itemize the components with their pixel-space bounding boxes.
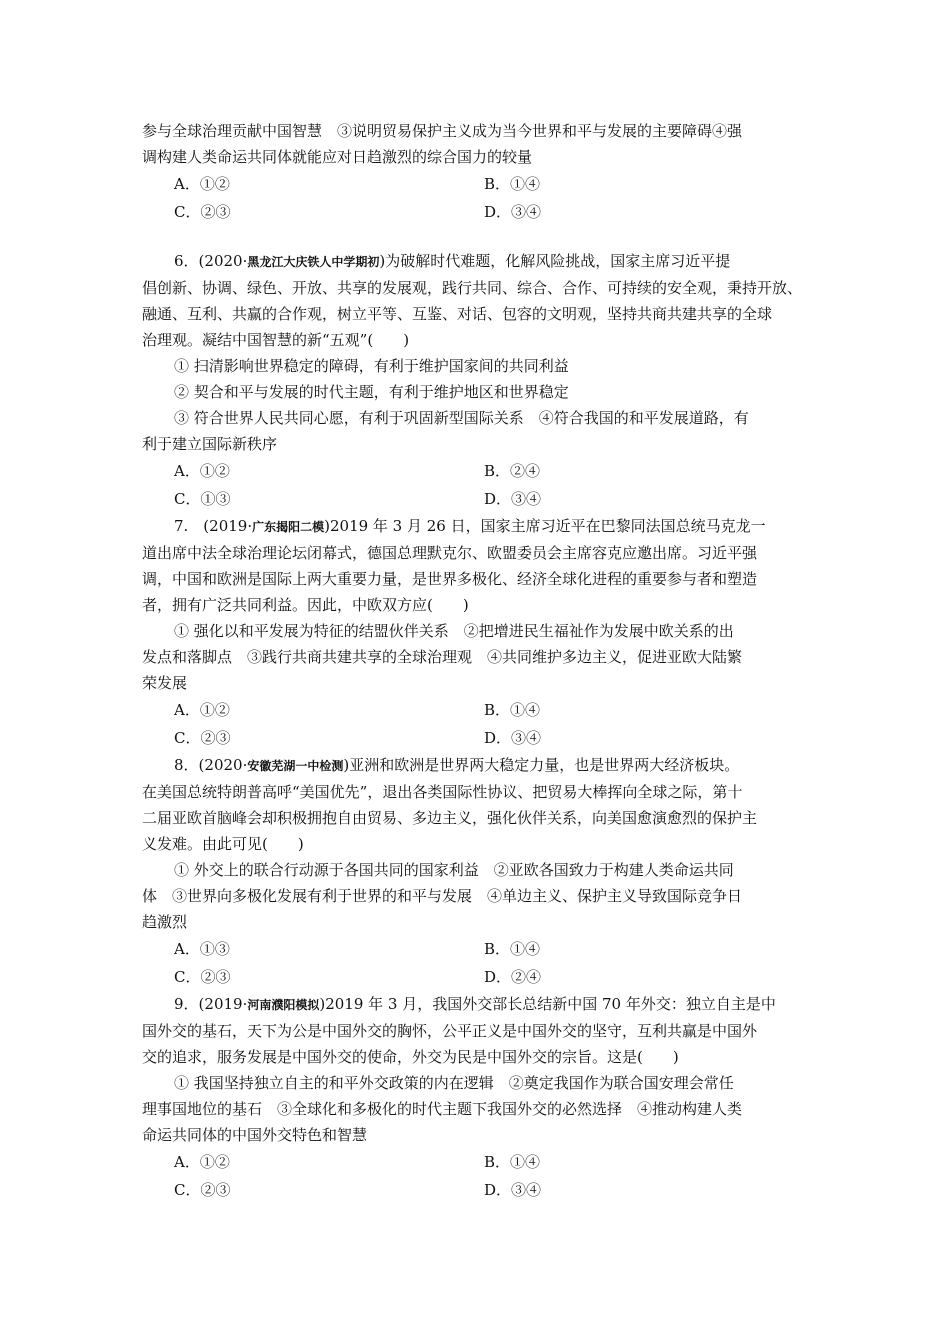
option-d: D．②④ — [484, 968, 542, 986]
text-line: 在美国总统特朗普高呼“美国优先”，退出各类国际性协议、把贸易大棒挥向全球之际，第十 — [142, 783, 743, 801]
statement-continuation: 发点和落脚点 ③践行共商共建共享的全球治理观 ④共同维护多边主义，促进亚欧大陆繁 — [142, 648, 743, 666]
text-line: 义发难。由此可见( ) — [142, 835, 304, 853]
option-a: A．①② — [174, 1153, 230, 1171]
question-stem-start: )2019 年 3 月，我国外交部长总结新中国 70 年外交：独立自主是中 — [319, 995, 776, 1013]
options-row — [142, 724, 812, 752]
options-row — [142, 1148, 812, 1176]
option-b: B．①④ — [484, 940, 541, 958]
options-row — [142, 485, 812, 513]
text-line: 治理观。凝结中国智慧的新“五观”( ) — [142, 331, 410, 349]
option-c: C．①③ — [174, 490, 231, 508]
option-b: B．①④ — [484, 1153, 541, 1171]
text-line: 交的追求，服务发展是中国外交的使命，外交为民是中国外交的宗旨。这是( ) — [142, 1048, 679, 1066]
options-row — [142, 963, 812, 991]
text-line: 调构建人类命运共同体就能应对日趋激烈的综合国力的较量 — [142, 148, 533, 166]
text-line: 参与全球治理贡献中国智慧 ③说明贸易保护主义成为当今世界和平与发展的主要障碍④强 — [142, 122, 743, 140]
question-stem-start: )为破解时代难题，化解风险挑战，国家主席习近平提 — [379, 252, 731, 270]
option-c: C．②③ — [174, 729, 231, 747]
option-a: A．①② — [174, 175, 230, 193]
option-a: A．①② — [174, 701, 230, 719]
statement-continuation: 体 ③世界向多极化发展有利于世界的和平与发展 ④单边主义、保护主义导致国际竞争日 — [142, 887, 743, 905]
option-c: C．②③ — [174, 203, 231, 221]
options-row — [142, 1176, 812, 1204]
text-line: 倡创新、协调、绿色、开放、共享的发展观，践行共同、综合、合作、可持续的安全观，秉持开放、 — [142, 279, 803, 297]
option-a: A．①② — [174, 462, 230, 480]
question-stem-start: )2019 年 3 月 26 日，国家主席习近平在巴黎同法国总统马克龙一 — [324, 517, 766, 535]
statement: ① 强化以和平发展为特征的结盟伙伴关系 ②把增进民生福祉作为发展中欧关系的出 — [174, 622, 734, 640]
question-8 — [142, 752, 812, 991]
document-content — [142, 118, 812, 1204]
question-6 — [142, 248, 812, 513]
statement: ① 我国坚持独立自主的和平外交政策的内在逻辑 ②奠定我国作为联合国安理会常任 — [174, 1074, 734, 1092]
question-number: 7. (2019· — [174, 517, 253, 535]
option-b: B．①④ — [484, 701, 541, 719]
option-d: D．③④ — [484, 203, 542, 221]
statement: ① 扫清影响世界稳定的障碍，有利于维护国家间的共同利益 — [174, 357, 569, 375]
options-row — [142, 198, 812, 226]
question-source: 河南濮阳模拟 — [247, 998, 320, 1012]
option-a: A．①③ — [174, 940, 230, 958]
question-source: 黑龙江大庆铁人中学期初 — [247, 255, 380, 269]
options-row — [142, 935, 812, 963]
text-line: 者，拥有广泛共同利益。因此，中欧双方应( ) — [142, 596, 469, 614]
option-d: D．③④ — [484, 729, 542, 747]
question-stem-first-line — [142, 991, 812, 1018]
text-line: 道出席中法全球治理论坛闭幕式，德国总理默克尔、欧盟委员会主席容克应邀出席。习近平强 — [142, 544, 758, 562]
question-number: 8．(2020· — [174, 756, 248, 774]
question-stem-first-line — [142, 752, 812, 779]
options-row — [142, 457, 812, 485]
statement-continuation: 荣发展 — [142, 674, 188, 692]
question-9 — [142, 991, 812, 1204]
question-5-continuation — [142, 118, 812, 226]
option-c: C．②③ — [174, 1181, 231, 1199]
statement-continuation: 利于建立国际新秩序 — [142, 435, 278, 453]
option-b: B．①④ — [484, 175, 541, 193]
statement-continuation: 理事国地位的基石 ③全球化和多极化的时代主题下我国外交的必然选择 ④推动构建人类 — [142, 1100, 743, 1118]
text-line: 二届亚欧首脑峰会却积极拥抱自由贸易、多边主义，强化伙伴关系，向美国愈演愈烈的保护主 — [142, 809, 758, 827]
option-b: B．②④ — [484, 462, 541, 480]
question-number: 9．(2019· — [174, 995, 248, 1013]
question-7 — [142, 513, 812, 752]
text-line: 国外交的基石，天下为公是中国外交的胸怀，公平正义是中国外交的坚守，互利共赢是中国外 — [142, 1022, 758, 1040]
question-source: 安徽芜湖一中检测 — [247, 759, 344, 773]
statement: ① 外交上的联合行动源于各国共同的国家利益 ②亚欧各国致力于构建人类命运共同 — [174, 861, 734, 879]
statement-continuation: 趋激烈 — [142, 913, 188, 931]
text-line: 融通、互利、共赢的合作观，树立平等、互鉴、对话、包容的文明观，坚持共商共建共享的全球 — [142, 305, 773, 323]
option-c: C．②③ — [174, 968, 231, 986]
option-d: D．③④ — [484, 1181, 542, 1199]
options-row — [142, 696, 812, 724]
question-number: 6．(2020· — [174, 252, 248, 270]
question-source: 广东揭阳二模 — [252, 520, 325, 534]
question-stem-start: )亚洲和欧洲是世界两大稳定力量，也是世界两大经济板块。 — [343, 756, 740, 774]
text-line: 调，中国和欧洲是国际上两大重要力量，是世界多极化、经济全球化进程的重要参与者和塑造 — [142, 570, 758, 588]
option-d: D．③④ — [484, 490, 542, 508]
question-stem-first-line — [142, 248, 812, 275]
statement: ② 契合和平与发展的时代主题，有利于维护地区和世界稳定 — [174, 383, 569, 401]
question-stem-first-line — [142, 513, 812, 540]
options-row — [142, 170, 812, 198]
statement: ③ 符合世界人民共同心愿，有利于巩固新型国际关系 ④符合我国的和平发展道路，有 — [174, 409, 749, 427]
statement-continuation: 命运共同体的中国外交特色和智慧 — [142, 1126, 368, 1144]
